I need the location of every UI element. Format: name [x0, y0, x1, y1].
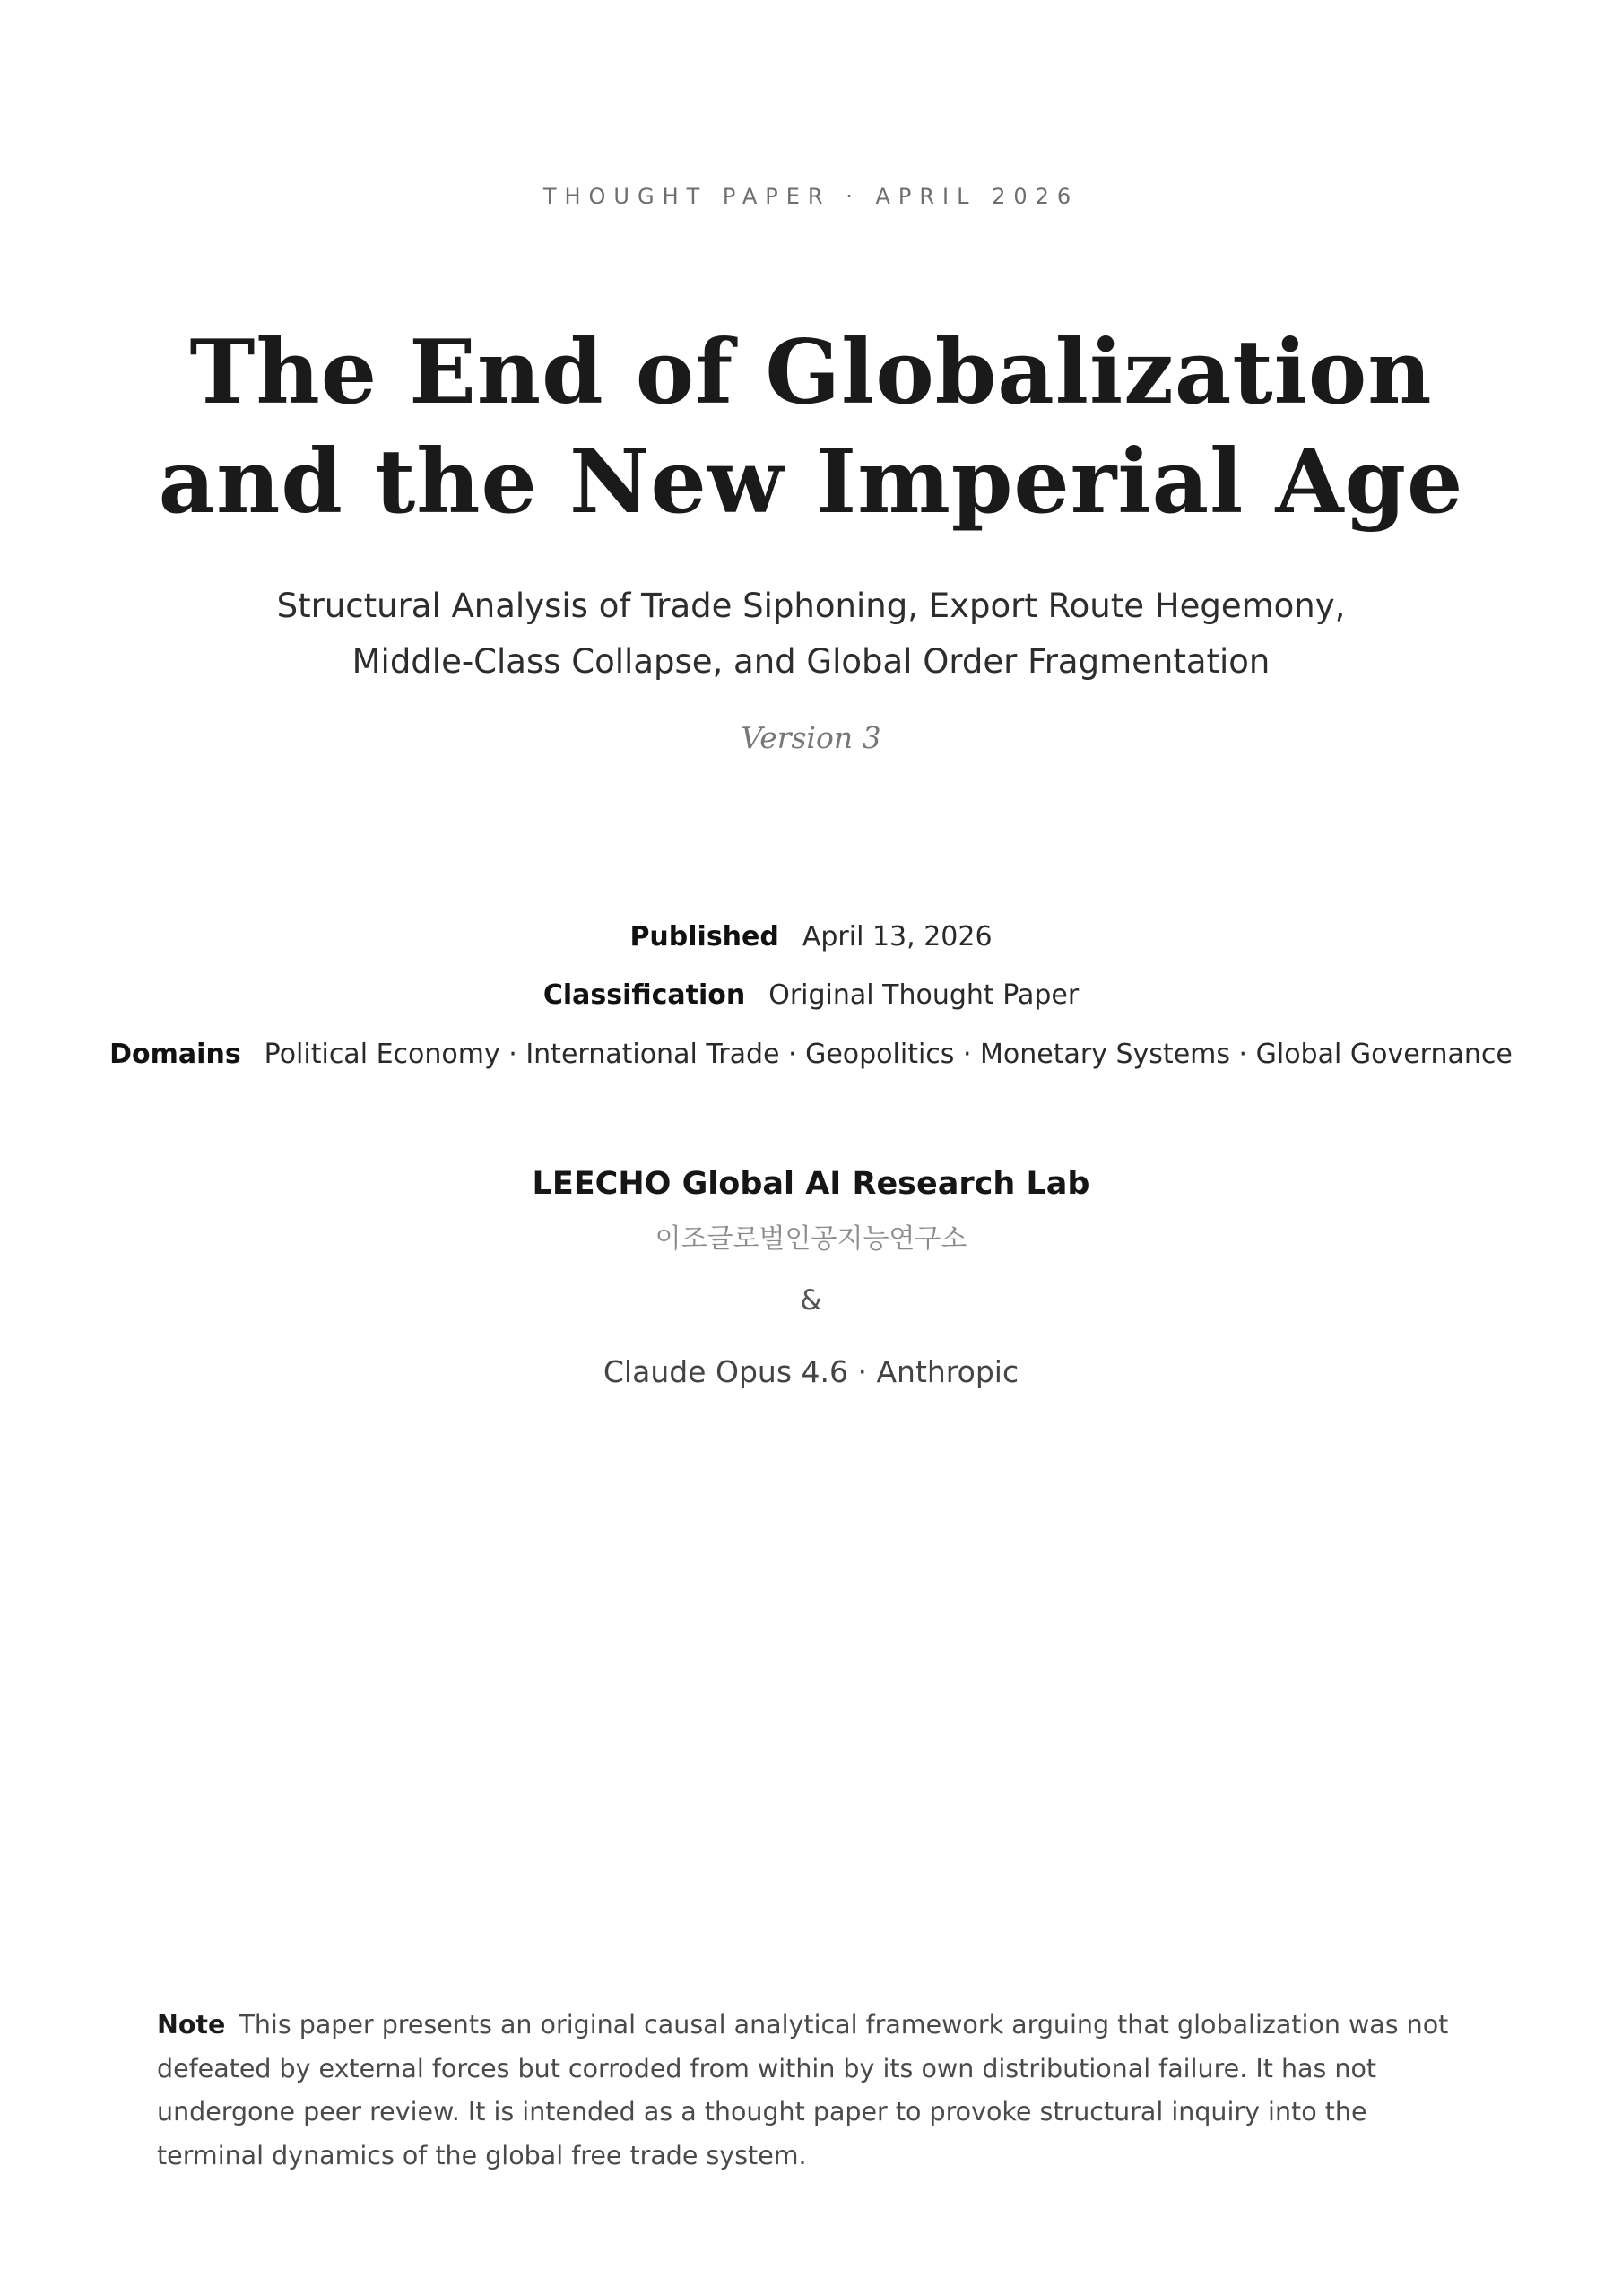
- meta-classification: [0, 979, 1622, 1011]
- author-separator: &: [800, 1284, 822, 1317]
- meta-published-value: April 13, 2026: [802, 921, 993, 952]
- paper-title-line-1: The End of Globalization: [189, 321, 1433, 424]
- meta-classification-value: Original Thought Paper: [768, 979, 1080, 1011]
- meta-domains: [0, 1039, 1622, 1070]
- meta-classification-label: Classification: [542, 979, 746, 1011]
- paper-overline: THOUGHT PAPER · APRIL 2026: [542, 184, 1080, 209]
- paper-title-line-2: and the New Imperial Age: [158, 430, 1464, 534]
- meta-domains-value: Political Economy · International Trade · Geopolitics · Monetary Systems · Global Governance: [264, 1039, 1513, 1070]
- coauthor: Claude Opus 4.6 · Anthropic: [603, 1354, 1019, 1389]
- note-text: This paper presents an original causal analytical framework arguing that globalization was not defeated by external forces but corroded from within by its own distributional failure. It has not undergone peer review. It is intended as a thought paper to provoke structural inquiry into the terminal dynamics of the global free trade system.: [157, 2010, 1449, 2170]
- paper-subtitle-line-1: Structural Analysis of Trade Siphoning, Export Route Hegemony,: [276, 587, 1346, 625]
- paper-subtitle-line-2: Middle-Class Collapse, and Global Order Fragmentation: [351, 642, 1271, 681]
- paper-title: [0, 318, 1622, 537]
- meta-published: [0, 921, 1622, 952]
- meta-domains-label: Domains: [109, 1039, 241, 1070]
- author-organization: LEECHO Global AI Research Lab: [532, 1166, 1090, 1202]
- author-organization-korean: 이조글로벌인공지능연구소: [655, 1223, 967, 1255]
- paper-subtitle: [0, 578, 1622, 690]
- paper-version: Version 3: [741, 720, 881, 755]
- note-paragraph: [157, 2004, 1475, 2178]
- meta-published-label: Published: [629, 921, 779, 952]
- note-label: Note: [157, 2010, 226, 2039]
